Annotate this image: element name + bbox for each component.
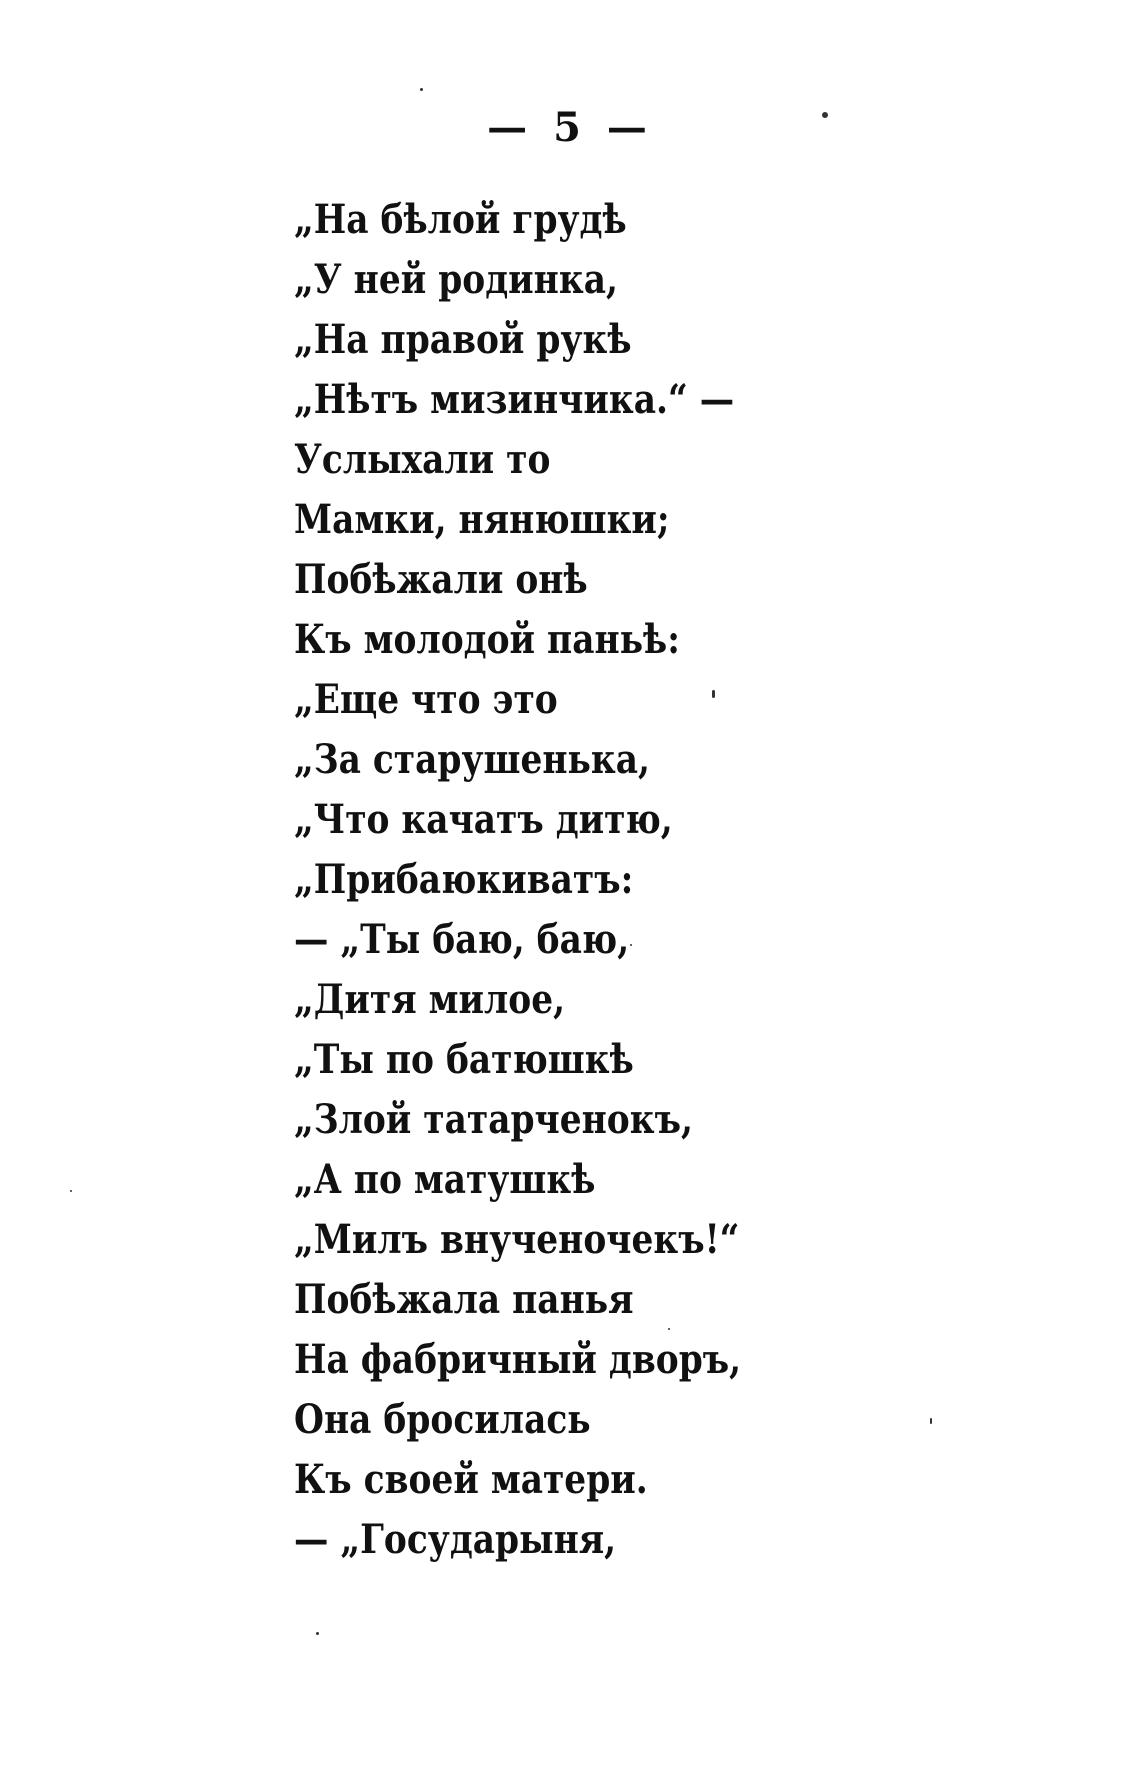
scan-speck bbox=[630, 944, 632, 946]
scan-speck bbox=[712, 690, 715, 698]
page-number: — 5 — bbox=[487, 104, 653, 151]
poem-text bbox=[294, 190, 1054, 1570]
poem-line: На фабричный дворъ, bbox=[294, 1336, 742, 1383]
poem-line: — „Государыня, bbox=[294, 1516, 617, 1563]
poem-line: — „Ты баю, баю, bbox=[294, 916, 630, 963]
poem-line: „У ней родинка, bbox=[294, 256, 618, 303]
scan-speck bbox=[930, 1418, 932, 1424]
poem-line: „Милъ внученочекъ!“ bbox=[294, 1216, 740, 1263]
poem-line: „Что качатъ дитю, bbox=[294, 796, 673, 843]
scan-speck bbox=[316, 1632, 319, 1635]
poem-line: Услыхали то bbox=[294, 436, 551, 483]
poem-line: „Прибаюкиватъ: bbox=[294, 856, 634, 903]
poem-line: Побѣжали онѣ bbox=[294, 556, 588, 603]
poem-line: „За старушенька, bbox=[294, 736, 650, 783]
scan-speck bbox=[420, 88, 423, 91]
poem-line: „Нѣтъ мизинчика.“ — bbox=[294, 376, 735, 423]
scan-speck bbox=[668, 1328, 670, 1330]
poem-line: Къ молодой паньѣ: bbox=[294, 616, 680, 663]
poem-line: „Ты по батюшкѣ bbox=[294, 1036, 634, 1083]
scan-speck bbox=[822, 112, 828, 118]
poem-line: „На правой рукѣ bbox=[294, 316, 632, 363]
poem-line: „Злой татарченокъ, bbox=[294, 1096, 693, 1143]
poem-line: „А по матушкѣ bbox=[294, 1156, 596, 1203]
poem-line: Побѣжала панья bbox=[294, 1276, 634, 1323]
poem-line: „На бѣлой грудѣ bbox=[294, 196, 627, 243]
poem-line: „Еще что это bbox=[294, 676, 558, 723]
poem-line: Она бросилась bbox=[294, 1396, 591, 1443]
scan-speck bbox=[70, 1190, 72, 1192]
poem-line: „Дитя милое, bbox=[294, 976, 566, 1023]
poem-line: Мамки, нянюшки; bbox=[294, 496, 670, 543]
poem-line: Къ своей матери. bbox=[294, 1456, 648, 1503]
